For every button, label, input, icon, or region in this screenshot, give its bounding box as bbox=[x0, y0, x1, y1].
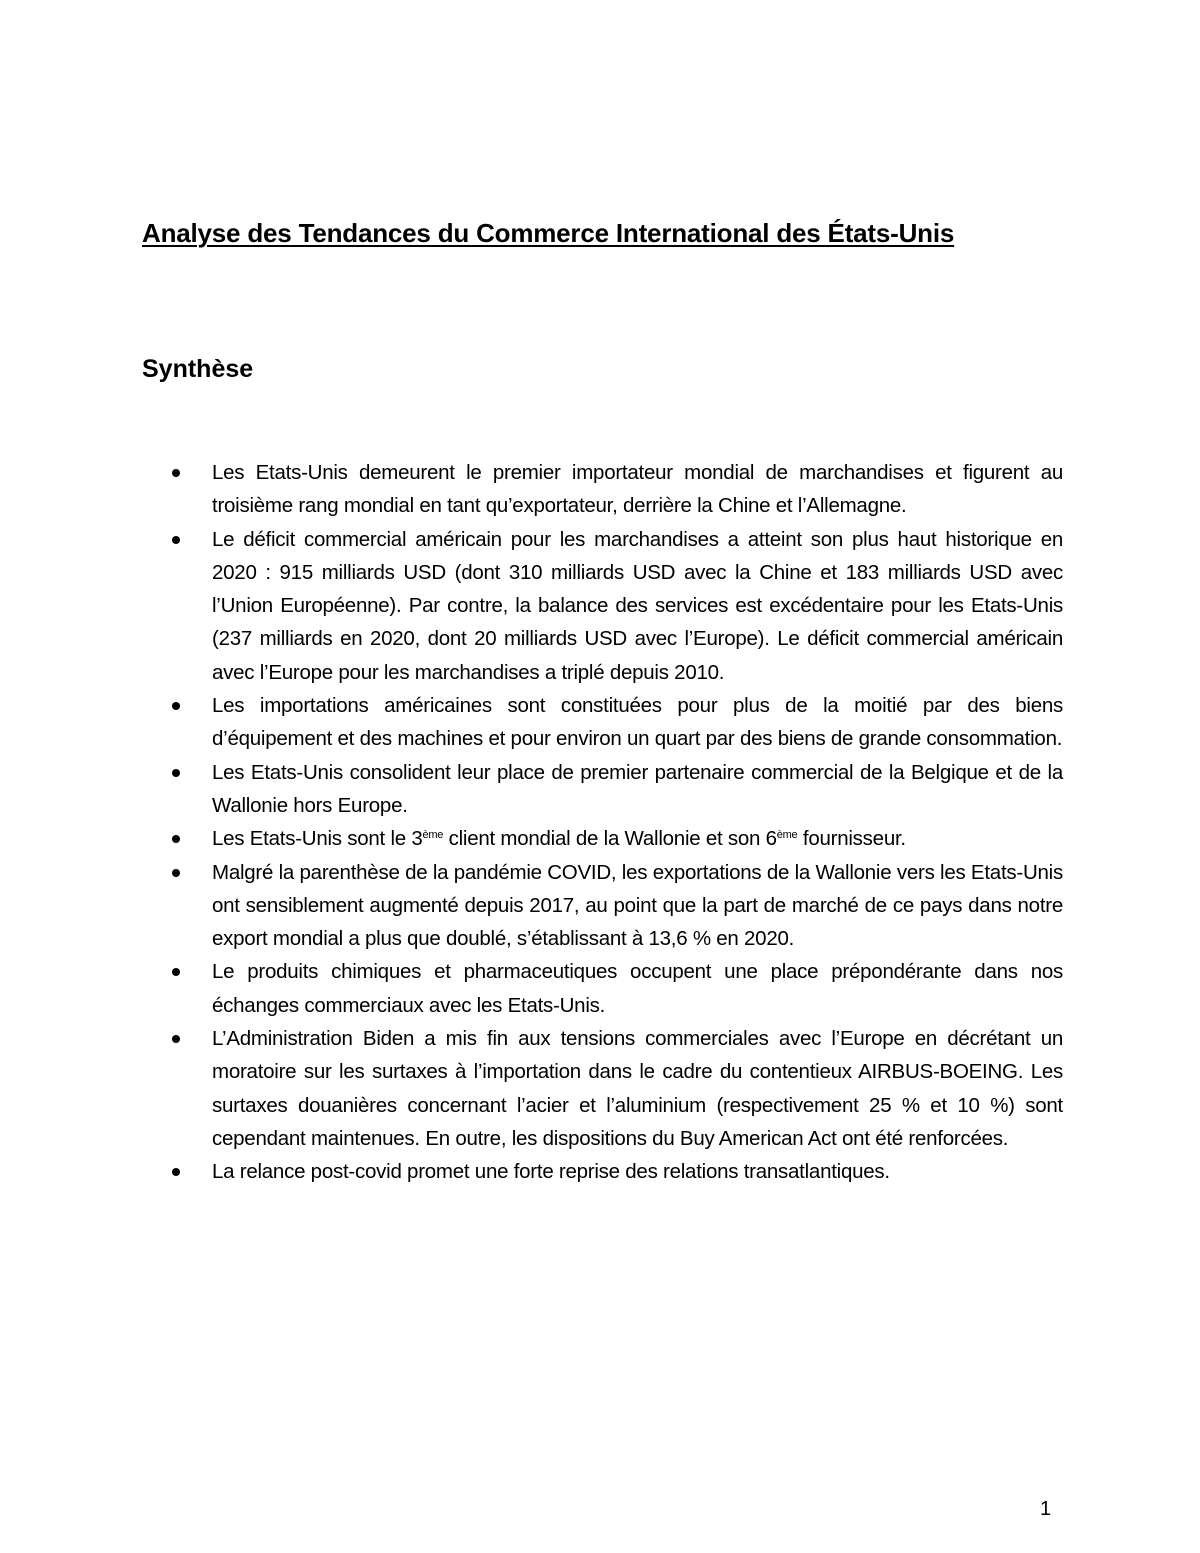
bullet-text: Le produits chimiques et pharmaceutiques occupent une place prépondérante dans nos échanges commerciaux avec les Etats-Unis. bbox=[212, 960, 1063, 1017]
bullet-text-part: Les Etats-Unis sont le 3 bbox=[212, 827, 423, 851]
bullet-icon bbox=[172, 469, 180, 477]
list-item bbox=[168, 1022, 1063, 1155]
bullet-icon bbox=[172, 702, 180, 710]
bullet-icon bbox=[172, 1035, 180, 1043]
list-item bbox=[168, 523, 1063, 689]
bullet-text bbox=[212, 827, 906, 850]
list-item bbox=[168, 955, 1063, 1022]
page-number: 1 bbox=[1040, 1498, 1052, 1520]
ordinal-superscript: ème bbox=[776, 829, 798, 842]
list-item bbox=[168, 689, 1063, 756]
list-item bbox=[168, 1155, 1063, 1188]
bullet-icon bbox=[172, 968, 180, 976]
bullet-text: Les importations américaines sont constituées pour plus de la moitié par des biens d’équipement et des machines et pour environ un quart par des biens de grande consommation. bbox=[212, 694, 1063, 751]
bullet-text: Le déficit commercial américain pour les marchandises a atteint son plus haut historique en 2020 : 915 milliards USD (dont 310 milliards USD avec la Chine et 183 milliards USD avec l’Union Européenne). Par contre, la balance des services est excédentaire pour les Etats-Unis (237 milliards en 2020, dont 20 milliards USD avec l’Europe). Le déficit commercial américain avec l’Europe pour les marchandises a triplé depuis 2010. bbox=[212, 527, 1063, 684]
bullet-icon bbox=[172, 869, 180, 877]
list-item bbox=[168, 822, 1063, 855]
document-title: Analyse des Tendances du Commerce International des États-Unis bbox=[142, 218, 955, 248]
section-heading: Synthèse bbox=[142, 355, 254, 383]
list-item bbox=[168, 756, 1063, 823]
bullet-icon bbox=[172, 1168, 180, 1176]
bullet-icon bbox=[172, 835, 180, 843]
bullet-text: Malgré la parenthèse de la pandémie COVID, les exportations de la Wallonie vers les Etats-Unis ont sensiblement augmenté depuis 2017, au point que la part de marché de ce pays dans notre export mondial a plus que doublé, s’établissant à 13,6 % en 2020. bbox=[212, 860, 1063, 951]
bullet-text: L’Administration Biden a mis fin aux tensions commerciales avec l’Europe en décrétant un moratoire sur les surtaxes à l’importation dans le cadre du contentieux AIRBUS-BOEING. Les surtaxes douanières concernant l’acier et l’aluminium (respectivement 25 % et 10 %) sont cependant maintenues. En outre, les dispositions du Buy American Act ont été renforcées. bbox=[212, 1027, 1063, 1150]
summary-bullet-list bbox=[168, 456, 1063, 1189]
bullet-text: Les Etats-Unis demeurent le premier importateur mondial de marchandises et figurent au troisième rang mondial en tant qu’exportateur, derrière la Chine et l’Allemagne. bbox=[212, 461, 1063, 518]
ordinal-superscript: ème bbox=[422, 829, 444, 842]
bullet-icon bbox=[172, 769, 180, 777]
bullet-text-part: client mondial de la Wallonie et son 6 bbox=[443, 827, 777, 851]
bullet-text: La relance post-covid promet une forte reprise des relations transatlantiques. bbox=[212, 1160, 890, 1184]
bullet-text: Les Etats-Unis consolident leur place de premier partenaire commercial de la Belgique et de la Wallonie hors Europe. bbox=[212, 760, 1063, 817]
bullet-icon bbox=[172, 536, 180, 544]
bullet-text-part: fournisseur. bbox=[797, 827, 906, 851]
list-item bbox=[168, 456, 1063, 523]
list-item bbox=[168, 856, 1063, 956]
